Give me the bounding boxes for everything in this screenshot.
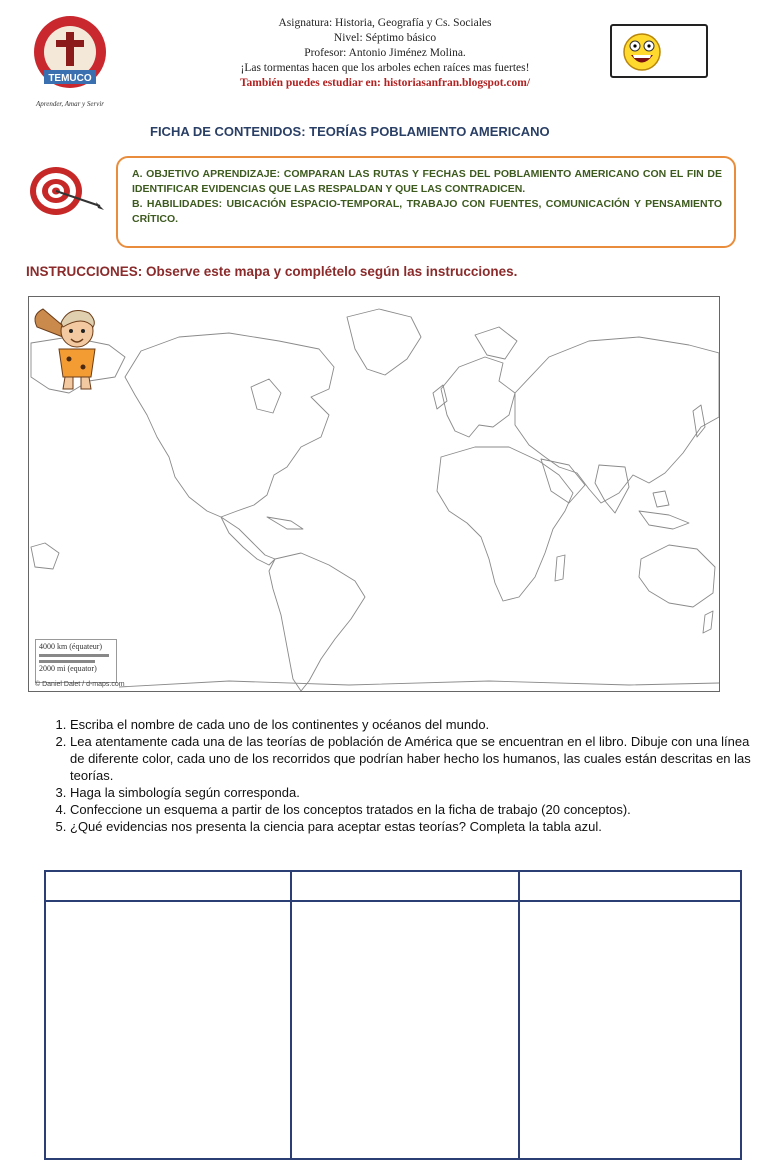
instruction-item: 4. Confeccione un esquema a partir de los conceptos tratados en la ficha de trabajo (20 conceptos). [70, 801, 752, 818]
table-cell[interactable] [291, 901, 519, 1159]
instruction-item: 1. Escriba el nombre de cada uno de los continentes y océanos del mundo. [70, 716, 752, 733]
map-scale [35, 639, 117, 683]
scale-bar-mi [39, 660, 95, 663]
instructions-heading: INSTRUCCIONES: Observe este mapa y complételo según las instrucciones. [26, 264, 518, 279]
school-logo [24, 12, 116, 110]
table-header-cell[interactable] [45, 871, 291, 901]
page-title: FICHA DE CONTENIDOS: TEORÍAS POBLAMIENTO AMERICANO [150, 124, 550, 139]
table-header-row [45, 871, 741, 901]
quote-line: ¡Las tormentas hacen que los arboles echen raíces mas fuertes! [240, 62, 530, 74]
instruction-item: 3. Haga la simbología según corresponda. [70, 784, 752, 801]
instruction-item: 2. Lea atentamente cada una de las teorías de población de América que se encuentran en el libro. Dibuje con una línea de diferente color, cada uno de los recorridos que podrían haber hecho los humanos, las cuales están descritas en las teorías. [70, 733, 752, 784]
evidence-table [44, 870, 742, 1160]
objective-b: B. HABILIDADES: UBICACIÓN ESPACIO-TEMPORAL, TRABAJO CON FUENTES, COMUNICACIÓN Y PENSAMIENTO CRÍTICO. [132, 198, 722, 225]
smiley-box [610, 24, 708, 78]
target-icon [26, 162, 106, 220]
table-header-cell[interactable] [291, 871, 519, 901]
scale-bar-km [39, 654, 109, 657]
level-line: Nivel: Séptimo básico [333, 32, 437, 44]
smiley-icon [622, 32, 662, 72]
table-cell[interactable] [519, 901, 741, 1159]
logo-motto: Aprender, Amar y Servir [35, 100, 105, 108]
table-cell[interactable] [45, 901, 291, 1159]
world-map-outline [29, 297, 720, 692]
blog-line: También puedes estudiar en: historiasanfran.blogspot.com/ [239, 77, 531, 89]
world-map [28, 296, 720, 692]
instructions-list [40, 716, 752, 835]
caveman-illustration [29, 297, 109, 393]
instruction-item: 5. ¿Qué evidencias nos presenta la ciencia para aceptar estas teorías? Completa la tabla azul. [70, 818, 752, 835]
scale-km: 4000 km (équateur) [39, 642, 103, 651]
table-row [45, 901, 741, 1159]
subject-line: Asignatura: Historia, Geografía y Cs. Sociales [278, 17, 492, 29]
logo-text: TEMUCO [48, 73, 92, 84]
map-credit: © Daniel Dalet / d-maps.com [35, 681, 125, 688]
objective-a: A. OBJETIVO APRENDIZAJE: COMPARAN LAS RUTAS Y FECHAS DEL POBLAMIENTO AMERICANO CON EL FIN DE IDENTIFICAR EVIDENCIAS QUE LAS RESPALDAN Y QUE LAS CONTRADICEN. [132, 168, 722, 195]
table-header-cell[interactable] [519, 871, 741, 901]
scale-mi: 2000 mi (equator) [39, 664, 97, 673]
objectives-box [116, 156, 736, 248]
teacher-line: Profesor: Antonio Jiménez Molina. [304, 47, 466, 59]
header-info [170, 16, 600, 91]
